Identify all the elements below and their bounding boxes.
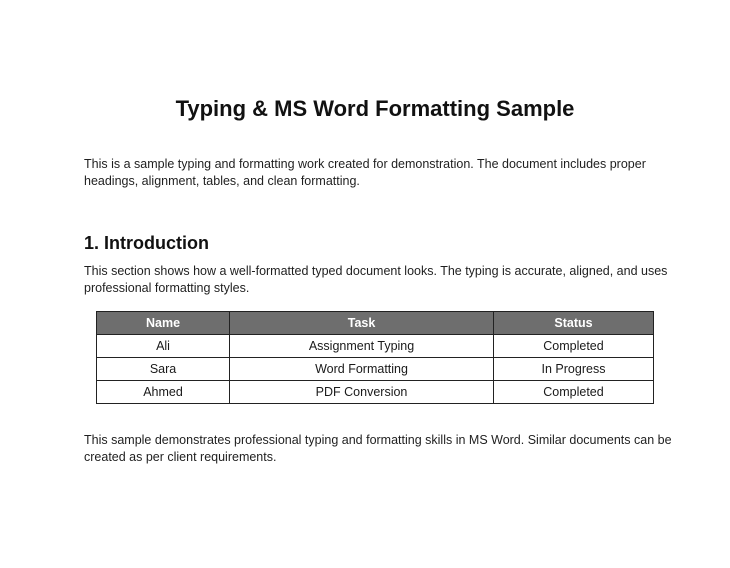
header-status: Status: [494, 312, 654, 335]
intro-paragraph: This is a sample typing and formatting work created for demonstration. The document includes proper headings, alignment, tables, and clean formatting.: [84, 157, 646, 188]
cell-name: Ahmed: [97, 381, 230, 404]
cell-task: PDF Conversion: [230, 381, 494, 404]
cell-name: Ali: [97, 335, 230, 358]
table-header-row: [97, 312, 654, 335]
header-task: Task: [230, 312, 494, 335]
cell-status: Completed: [494, 381, 654, 404]
closing-paragraph: This sample demonstrates professional typing and formatting skills in MS Word. Similar documents can be created as per client requirements.: [84, 433, 672, 464]
cell-status: In Progress: [494, 358, 654, 381]
cell-task: Word Formatting: [230, 358, 494, 381]
task-table: [96, 311, 654, 404]
header-name: Name: [97, 312, 230, 335]
section-paragraph: This section shows how a well-formatted typed document looks. The typing is accurate, aligned, and uses professional formatting styles.: [84, 264, 668, 295]
cell-status: Completed: [494, 335, 654, 358]
cell-name: Sara: [97, 358, 230, 381]
cell-task: Assignment Typing: [230, 335, 494, 358]
document-title: Typing & MS Word Formatting Sample: [175, 96, 575, 121]
section-heading: 1. Introduction: [84, 233, 209, 253]
table-row: [97, 381, 654, 404]
table-row: [97, 358, 654, 381]
table-row: [97, 335, 654, 358]
